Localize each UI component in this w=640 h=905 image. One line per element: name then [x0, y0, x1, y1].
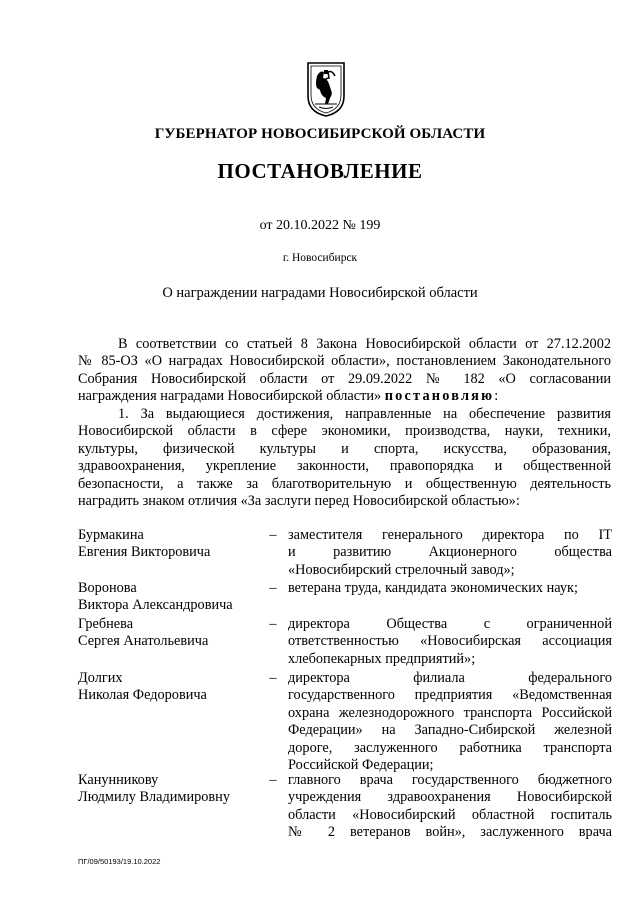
description-line: № 2 ветеранов войн», заслуженного врача — [288, 824, 612, 841]
description-line: заместителя генерального директора по IT — [288, 527, 612, 543]
authority-title: ГУБЕРНАТОР НОВОСИБИРСКОЙ ОБЛАСТИ — [154, 126, 486, 142]
dash: – — [269, 772, 277, 788]
description-line: охрана железнодорожного транспорта Российской — [288, 704, 612, 721]
description-line: директора Общества с ограниченной — [288, 616, 612, 632]
dash: – — [269, 616, 277, 632]
decree-word: постановляю — [384, 388, 495, 405]
description-line: области «Новосибирский областной госпиталь — [288, 806, 612, 823]
description-line: дороге, заслуженного работника транспорта — [288, 739, 612, 756]
coat-of-arms-emblem — [305, 60, 347, 118]
description-line: Федерации» на Западно-Сибирской железной — [288, 722, 612, 739]
awardee-description — [288, 616, 612, 668]
awardee-given-names: Николая Федоровича — [78, 687, 207, 704]
dash: – — [269, 527, 277, 543]
awardee-surname: Гребнева — [78, 616, 134, 632]
clause-line: здравоохранения, укрепление законности, правопорядка и общественной — [78, 458, 611, 475]
awardee-description — [288, 580, 612, 597]
awardee-name — [78, 772, 268, 807]
description-line: ответственностью «Новосибирская ассоциация — [288, 633, 612, 650]
awardee-name — [78, 527, 268, 562]
description-line: учреждения здравоохранения Новосибирской — [288, 789, 612, 806]
description-line: «Новосибирский стрелочный завод»; — [288, 561, 515, 578]
awardee-surname: Долгих — [78, 670, 123, 686]
document-type-title: ПОСТАНОВЛЕНИЕ — [217, 159, 423, 183]
awardee-surname: Бурмакина — [78, 527, 144, 543]
decree-colon: : — [494, 388, 499, 405]
awardee-given-names: Людмилу Владимировну — [78, 789, 230, 806]
clause-line: Новосибирской области в сфере экономики, производства, науки, техники, — [78, 423, 611, 440]
awardee-surname: Канунникову — [78, 772, 159, 788]
clause-line: культуры, физической культуры и спорта, искусства, образования, — [78, 440, 611, 457]
awardee-surname: Воронова — [78, 580, 137, 596]
description-line: ветерана труда, кандидата экономических наук; — [288, 580, 578, 596]
description-line: Российской Федерации; — [288, 757, 434, 774]
preamble-line: № 85-ОЗ «О наградах Новосибирской области», постановлением Законодательного — [78, 353, 611, 370]
preamble-line-text: награждения наградами Новосибирской области» — [78, 388, 382, 405]
awardee-name — [78, 670, 268, 705]
description-line: хлебопекарных предприятий»; — [288, 650, 476, 667]
description-line: директора филиала федерального — [288, 670, 612, 686]
awardee-description — [288, 772, 612, 842]
clause-line: безопасности, а также за благотворительную и общественную деятельность — [78, 475, 611, 492]
awardee-given-names: Сергея Анатольевича — [78, 633, 209, 650]
date-and-number: от 20.10.2022 № 199 — [259, 218, 381, 233]
dash: – — [269, 580, 277, 596]
clause-1-paragraph — [78, 406, 611, 510]
description-line: государственного предприятия «Ведомственная — [288, 687, 612, 704]
clause-line: наградить знаком отличия «За заслуги перед Новосибирской областью»: — [78, 493, 520, 510]
preamble-paragraph — [78, 336, 611, 406]
preamble-line: Собрания Новосибирской области от 29.09.2022 № 182 «О согласовании — [78, 370, 611, 387]
document-registration-number: ПГ/09/50193/19.10.2022 — [78, 857, 161, 866]
preamble-line — [78, 388, 611, 405]
description-line: главного врача государственного бюджетного — [288, 772, 612, 788]
description-line: и развитию Акционерного общества — [288, 544, 612, 561]
awardee-given-names: Виктора Александровича — [78, 597, 233, 614]
awardee-name — [78, 616, 268, 651]
awardee-name — [78, 580, 268, 615]
awardee-description — [288, 527, 612, 579]
preamble-line: В соответствии со статьей 8 Закона Новосибирской области от 27.12.2002 — [118, 336, 611, 352]
city-line: г. Новосибирск — [282, 252, 358, 264]
awardee-given-names: Евгения Викторовича — [78, 544, 211, 561]
dash: – — [269, 670, 277, 686]
clause-line: 1. За выдающиеся достижения, направленные на обеспечение развития — [118, 406, 611, 422]
awardee-description — [288, 670, 612, 774]
document-subject: О награждении наградами Новосибирской области — [162, 285, 478, 301]
